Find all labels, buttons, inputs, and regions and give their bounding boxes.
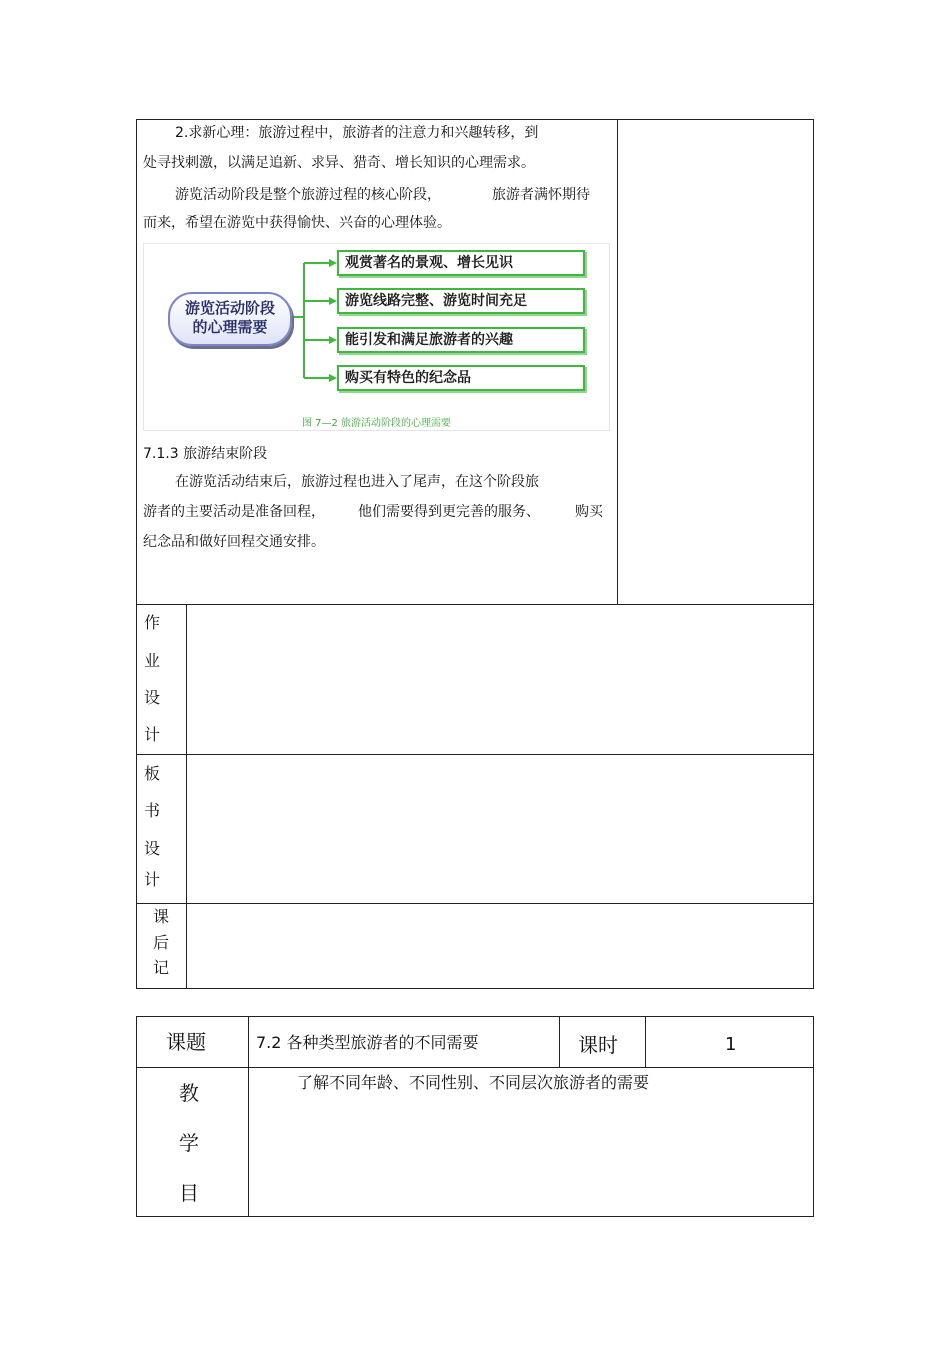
center-node-line1: 游览活动阶段 (184, 299, 275, 317)
para3-line2a: 游者的主要活动是准备回程， (143, 504, 325, 520)
center-node (168, 292, 292, 346)
topic-value: 7.2 各种类型旅游者的不同需要 (256, 1033, 479, 1052)
hours-value: 1 (725, 1034, 737, 1055)
diagram-item-3: 能引发和满足旅游者的兴趣 (337, 327, 585, 353)
diagram-item-4: 购买有特色的纪念品 (337, 365, 585, 391)
topic-label: 课题 (166, 1030, 206, 1054)
goal-text: 了解不同年龄、不同性别、不同层次旅游者的需要 (297, 1073, 650, 1092)
center-node-line2: 的心理需要 (192, 318, 268, 336)
para3-line1: 在游览活动结束后，旅游过程也进入了尾声，在这个阶段旅 (175, 474, 539, 490)
diagram-item-2: 游览线路完整、游览时间充足 (337, 288, 585, 314)
para1-line2: 处寻找刺激，以满足追新、求异、猎奇、增长知识的心理需求。 (143, 155, 535, 171)
para3-line2c: 购买 (575, 504, 603, 520)
diagram-item-1: 观赏著名的景观、增长见识 (337, 250, 585, 276)
section-heading: 7.1.3 旅游结束阶段 (143, 446, 268, 462)
hours-label: 课时 (578, 1033, 618, 1057)
para2-line2: 而来，希望在游览中获得愉快、兴奋的心理体验。 (143, 215, 451, 231)
mind-map-diagram (143, 243, 610, 431)
diagram-caption: 图 7—2 旅游活动阶段的心理需要 (301, 418, 452, 429)
para2-line1b: 旅游者满怀期待 (492, 187, 590, 203)
para1-line1: 2.求新心理：旅游过程中，旅游者的注意力和兴趣转移，到 (175, 125, 539, 141)
para3-line2b: 他们需要得到更完善的服务、 (358, 504, 540, 520)
para3-line3: 纪念品和做好回程交通安排。 (143, 534, 325, 550)
para2-line1a: 游览活动阶段是整个旅游过程的核心阶段， (175, 187, 441, 203)
